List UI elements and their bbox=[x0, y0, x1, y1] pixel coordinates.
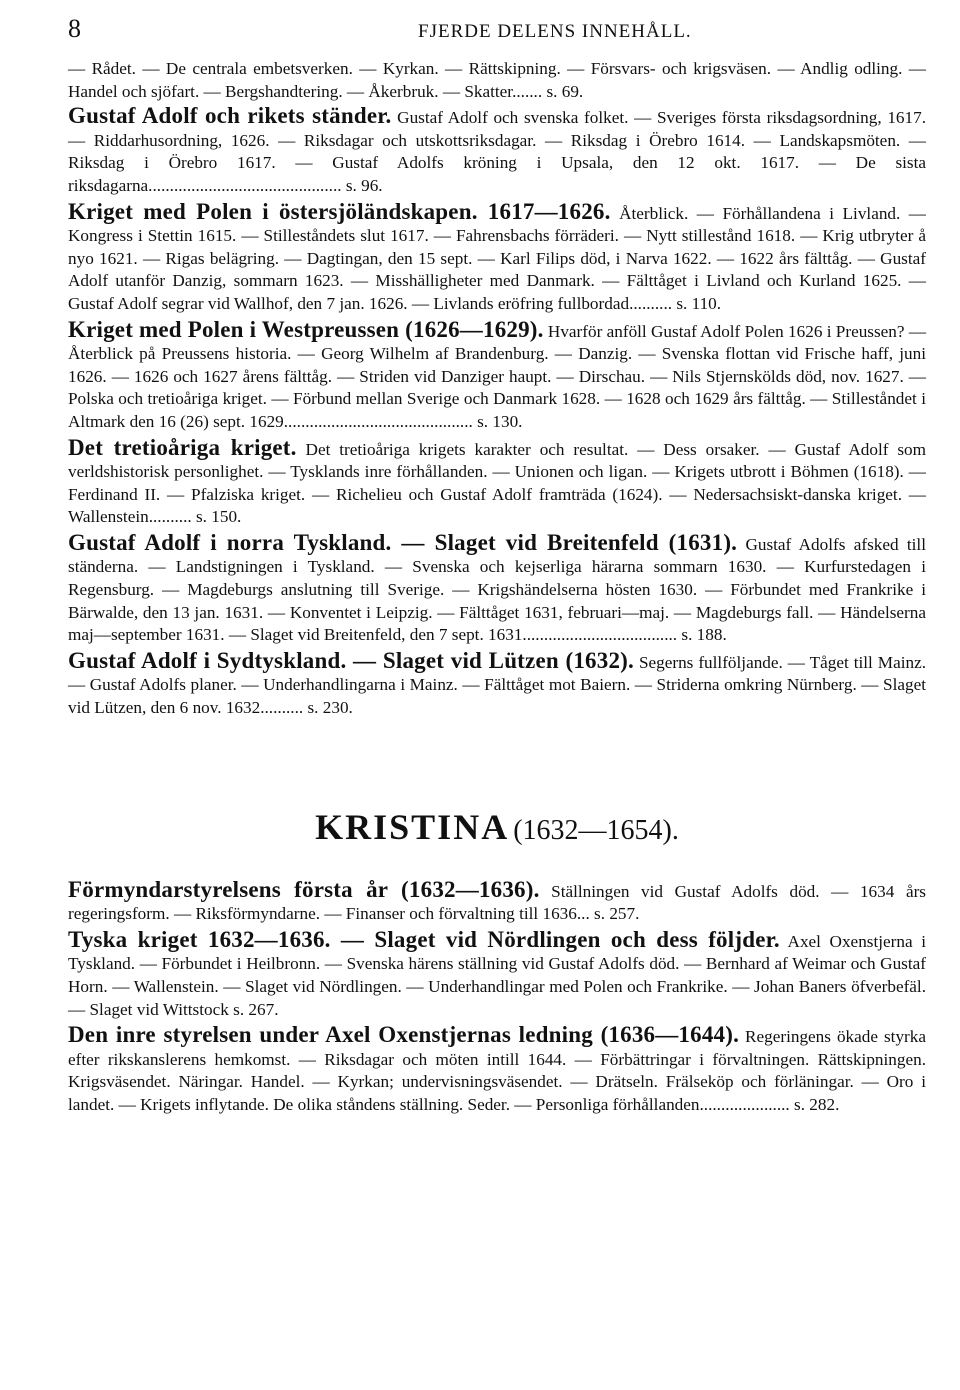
kristina-title bbox=[68, 806, 926, 876]
section-heading: Gustaf Adolf och rikets ständer. bbox=[68, 103, 392, 129]
section-polen-westpreussen bbox=[68, 316, 927, 434]
section-tretioariga-kriget bbox=[68, 434, 927, 529]
section-heading: Kriget med Polen i östersjöländskapen. 1617—1626. bbox=[68, 198, 611, 224]
section-sydtyskland bbox=[68, 647, 927, 720]
section-text: Axel Oxenstjerna i Tyskland. — Förbundet i Heilbronn. — Svenska härens ställning vid Gustaf Adolfs död. — Bernhard af Weimar och Gustaf Horn. — Wallenstein. — Slaget vid Nördlingen. — Underhandlingar med Polen och Frankrike. — Johan Baners öfverbefäl. — Slaget vid Wittstock s. 267. bbox=[68, 931, 926, 1019]
section-heading: Gustaf Adolf i Sydtyskland. — Slaget vid Lützen (1632). bbox=[68, 647, 634, 673]
section-norra-tyskland bbox=[68, 529, 926, 647]
section-heading: Tyska kriget 1632—1636. — Slaget vid Nördlingen och dess följder. bbox=[68, 926, 780, 952]
section-heading: Förmyndarstyrelsens första år (1632—1636). bbox=[68, 876, 540, 902]
running-title: FJERDE DELENS INNEHÅLL. bbox=[418, 21, 692, 42]
section-text: Gustaf Adolfs afsked till ständerna. — Landstigningen i Tyskland. — Svenska och kejserliga härarna sommarn 1630. — Kurfurstedagen i Regensburg. — Magdeburgs anslutning till Sverige. — Krigshändelserna hösten 1630. — Förbundet med Frankrike i Bärwalde, den 13 jan. 1631. — Konventet i Leipzig. — Fälttåget 1631, februari—maj. — Magdeburgs fall. — Händelserna maj—september 1631. — Slaget vid Breitenfeld, den 7 sept. 1631.................................... s. 188. bbox=[68, 534, 926, 645]
ruler-name: KRISTINA bbox=[315, 806, 510, 847]
section-heading: Den inre styrelsen under Axel Oxenstjernas ledning (1636—1644). bbox=[68, 1022, 740, 1048]
section-polen-ostersjo bbox=[68, 198, 926, 316]
section-heading: Det tretioåriga kriget. bbox=[68, 434, 297, 460]
section-text: Ställningen vid Gustaf Adolfs död. — 1634 års regeringsform. — Riksförmyndarne. — Finanser och förvaltning till 1636... s. 257. bbox=[68, 881, 926, 924]
ruler-years: (1632—1654). bbox=[513, 814, 679, 846]
section-tyska-kriget bbox=[68, 926, 926, 1021]
section-text: Det tretioåriga krigets karakter och resultat. — Dess orsaker. — Gustaf Adolf som verldshistorisk personlighet. — Tysklands inre förhållanden. — Unionen och ligan. — Krigets utbrott i Böhmen (1618). — Ferdinand II. — Pfalziska kriget. — Richelieu och Gustaf Adolf framträda (1624). — Nedersachsiskt-danska kriget. — Wallenstein.......... s. 150. bbox=[68, 439, 927, 527]
section-text: Hvarför anföll Gustaf Adolf Polen 1626 i Preussen? — Återblick på Preussens historia. — Georg Wilhelm af Brandenburg. — Danzig. — Svenska flottan vid Frische haff, juni 1626. — 1626 och 1627 årens fälttåg. — Striden vid Danziger haupt. — Dirschau. — Nils Stjernskölds död, nov. 1627. — Polska och tretioåriga kriget. — Förbund mellan Sverige och Danmark 1628. — 1628 och 1629 års fälttåg. — Stilleståndet i Altmark den 16 (26) sept. 1629............................................ s. 130. bbox=[68, 321, 927, 431]
page-header bbox=[68, 14, 926, 54]
section-heading: Kriget med Polen i Westpreussen (1626—1629). bbox=[68, 316, 544, 342]
section-text: Gustaf Adolf och svenska folket. — Sveriges första riksdagsordning, 1617. — Riddarhusordning, 1626. — Riksdagar och utskottsriksdagar. — Riksdag i Örebro 1614. — Landskapsmöten. — Riksdag i Örebro 1617. — Gustaf Adolfs kröning i Upsala, den 12 okt. 1617. — De sista riksdagarna............................................. s. 96. bbox=[68, 108, 926, 195]
document-page bbox=[68, 14, 926, 1117]
section-rikets-stander bbox=[68, 105, 926, 197]
intro-paragraph: — Rådet. — De centrala embetsverken. — Kyrkan. — Rättskipning. — Försvars- och krigsväsen. — Andlig odling. — Handel och sjöfart. — Bergshandtering. — Åkerbruk. — Skatter....... s. 69. bbox=[68, 59, 926, 101]
section-heading: Gustaf Adolf i norra Tyskland. — Slaget vid Breitenfeld (1631). bbox=[68, 529, 738, 555]
section-text: Regeringens ökade styrka efter rikskanslerens hemkomst. — Riksdagar och möten intill 1644. — Förbättringar i förvaltningen. Rättskipningen. Krigsväsendet. Näringar. Handel. — Kyrkan; undervisningsväsendet. — Drätseln. Frälseköp och förläningar. — Oro i landet. — Krigets inflytande. De olika ståndens ställning. Seder. — Personliga förhållanden..................... s. 282. bbox=[68, 1027, 926, 1114]
page-number: 8 bbox=[68, 14, 81, 43]
section-text: Segerns fullföljande. — Tåget till Mainz. — Gustaf Adolfs planer. — Underhandlingarna i Mainz. — Fälttåget mot Baiern. — Striderna omkring Nürnberg. — Slaget vid Lützen, den 6 nov. 1632.......... s. 230. bbox=[68, 652, 927, 718]
section-inre-styrelsen bbox=[68, 1024, 926, 1116]
section-formyndarstyrelse bbox=[68, 876, 926, 926]
section-text: Återblick. — Förhållandena i Livland. — Kongress i Stettin 1615. — Stilleståndets slut 1617. — Fahrensbachs förräderi. — Nytt stillestånd 1618. — Krig utbryter å nyo 1621. — Rigas belägring. — Dagtingan, den 15 sept. — Karl Filips död, i Narva 1622. — 1622 års fälttåg. — Gustaf Adolf utanför Danzig, sommarn 1623. — Misshälligheter med Danmark. — Fälttåget i Livland och Kurland 1625. — Gustaf Adolf segrar vid Wallhof, den 7 jan. 1626. — Livlands eröfring fullbordad.......... s. 110. bbox=[68, 203, 926, 313]
